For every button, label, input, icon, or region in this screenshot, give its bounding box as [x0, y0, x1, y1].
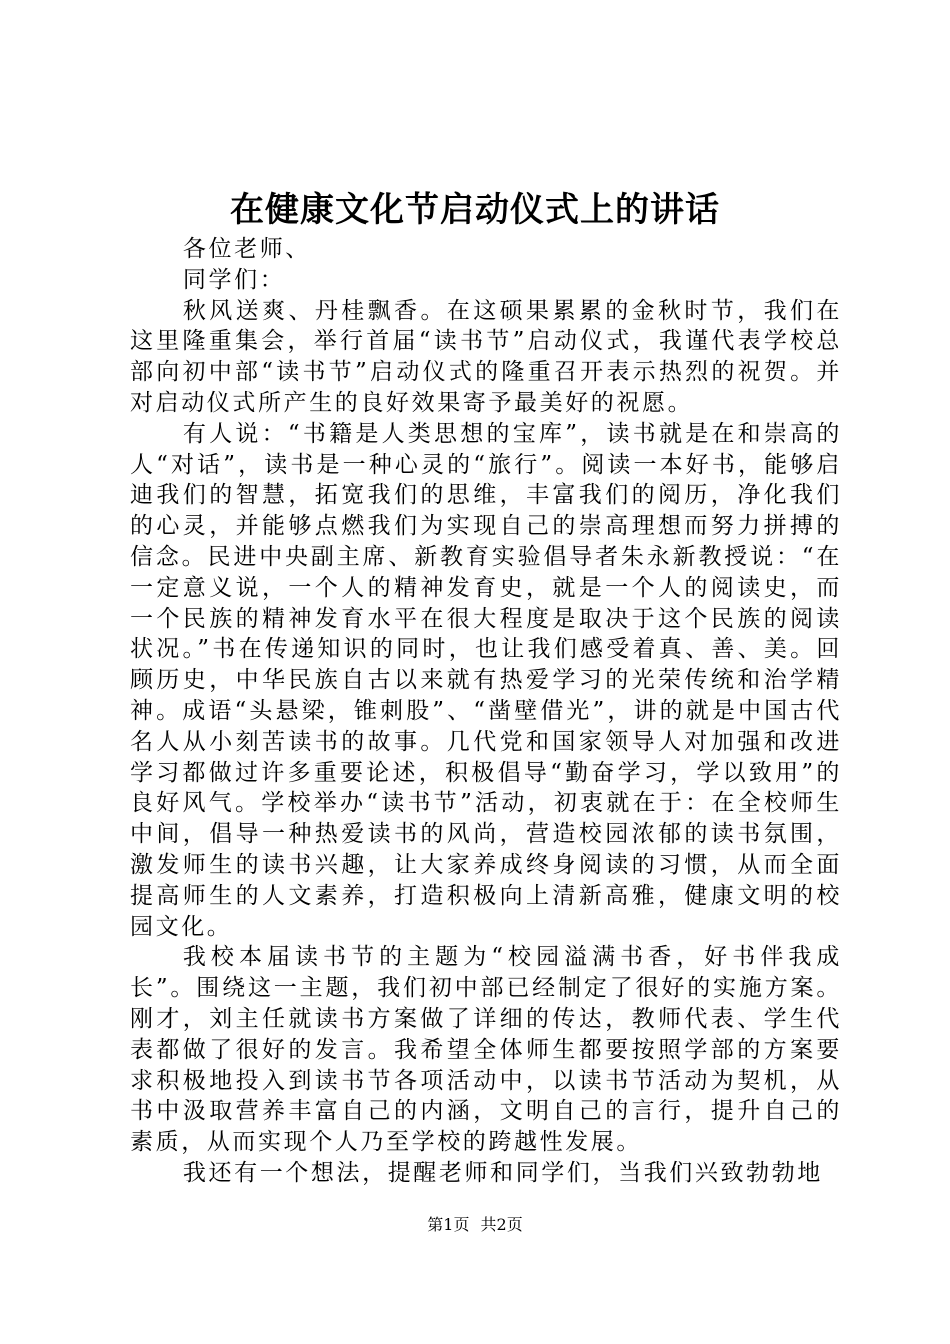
document-body: [130, 234, 842, 1189]
body-paragraph: 有人说：“书籍是人类思想的宝库”，读书就是在和崇高的人“对话”，读书是一种心灵的“旅行”。阅读一本好书，能够启迪我们的智慧，拓宽我们的思维，丰富我们的阅历，净化我们的心灵，并能够点燃我们为实现自己的崇高理想而努力拼搏的信念。民进中央副主席、新教育实验倡导者朱永新教授说：“在一定意义说，一个人的精神发育史，就是一个人的阅读史，而一个民族的精神发育水平在很大程度是取决于这个民族的阅读状况。”书在传递知识的同时，也让我们感受着真、善、美。回顾历史，中华民族自古以来就有热爱学习的光荣传统和治学精神。成语“头悬梁，锥刺股”、“凿壁借光”，讲的就是中国古代名人从小刻苦读书的故事。几代党和国家领导人对加强和改进学习都做过许多重要论述，积极倡导“勤奋学习，学以致用”的良好风气。学校举办“读书节”活动，初衷就在于：在全校师生中间，倡导一种热爱读书的风尚，营造校园浓郁的读书氛围，激发师生的读书兴趣，让大家养成终身阅读的习惯，从而全面提高师生的人文素养，打造积极向上清新高雅，健康文明的校园文化。: [130, 420, 842, 940]
page-number: 第1页: [427, 1215, 470, 1234]
greeting-line: 同学们：: [182, 266, 286, 293]
page-footer: [0, 1214, 950, 1236]
body-paragraph: 我校本届读书节的主题为“校园溢满书香，好书伴我成长”。围绕这一主题，我们初中部已经制定了很好的实施方案。刚才，刘主任就读书方案做了详细的传达，教师代表、学生代表都做了很好的发言。我希望全体师生都要按照学部的方案要求积极地投入到读书节各项活动中，以读书节活动为契机，从书中汲取营养丰富自己的内涵，文明自己的言行，提升自己的素质，从而实现个人乃至学校的跨越性发展。: [130, 944, 842, 1156]
body-paragraph: 秋风送爽、丹桂飘香。在这硕果累累的金秋时节，我们在这里隆重集会，举行首届“读书节”启动仪式，我谨代表学校总部向初中部“读书节”启动仪式的隆重召开表示热烈的祝贺。并对启动仪式所产生的良好效果寄予最美好的祝愿。: [130, 297, 842, 416]
document-title: 在健康文化节启动仪式上的讲话: [230, 190, 720, 230]
body-paragraph: 我还有一个想法，提醒老师和同学们，当我们兴致勃勃地: [182, 1159, 823, 1186]
page-total: 共2页: [480, 1215, 523, 1234]
greeting-line: 各位老师、: [182, 236, 311, 262]
